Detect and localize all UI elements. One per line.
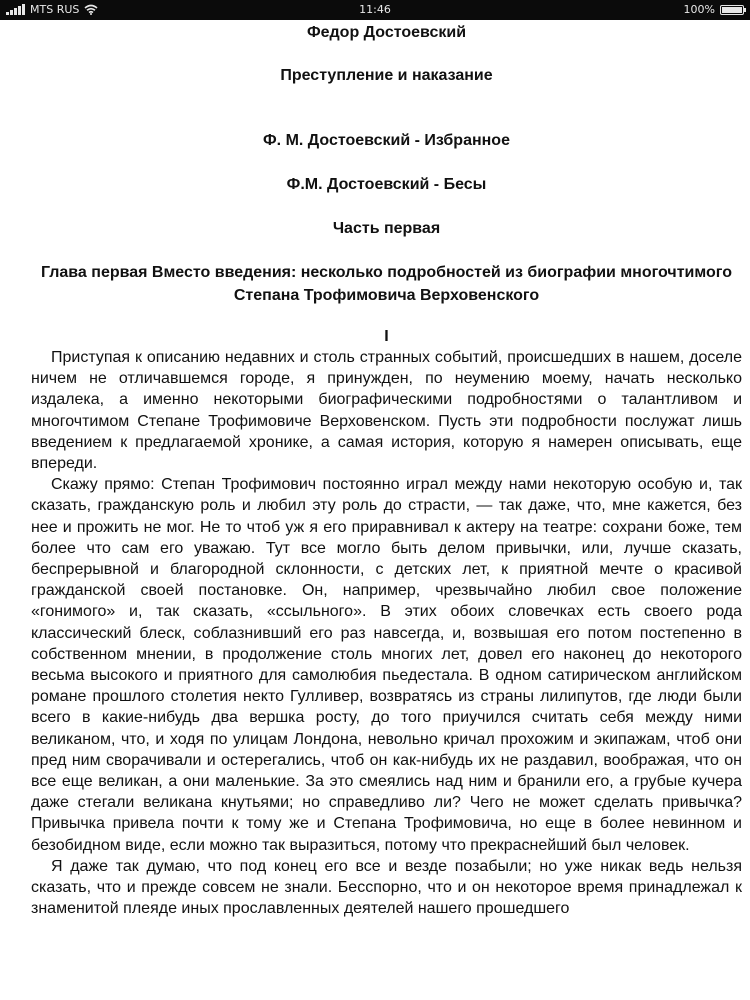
paragraph: Скажу прямо: Степан Трофимович постоянно играл между нами некоторую особую и, так сказать, гражданскую роль и любил эту роль до страсти, — так даже, что, мне кажется, без нее и прожить не мог. Не то чтоб уж я его приравнивал к актеру на театре: сохрани боже, тем более что сам его уважаю. Тут все могло быть делом привычки, или, лучше сказать, беспрерывной и благородной склонности, с детских лет, к приятной мечте о красивой гражданской своей постановке. Он, например, чрезвычайно любил свое положение «гонимого» и, так сказать, «ссыльного». В этих обоих словечках есть своего рода классический блеск, соблазнивший его раз навсегда, и, возвышая его потом постепенно в собственном мнении, в продолжение столь многих лет, довел его наконец до некоторого весьма высокого и приятного для самолюбия пьедестала. В одном сатирическом английском романе прошлого столетия некто Гулливер, возвратясь из страны лилипутов, где люди были всего в какие-нибудь два вершка росту, до того приучился считать себя между ними великаном, что, и ходя по улицам Лондона, невольно кричал прохожим и экипажам, чтоб они пред ним сворачивали и остерегались, чтоб он как-нибудь их не раздавил, воображая, что он все еще великан, а они маленькие. За это смеялись над ним и бранили его, а грубые кучера даже стегали великана кнутьями; но справедливо ли? Чего не может сделать привычка? Привычка привела почти к тому же и Степана Трофимовича, но еще в более невинном и безобидном виде, если можно так выразиться, потому что прекраснейший был человек. [31, 476, 742, 854]
paragraph: Я даже так думаю, что под конец его все и везде позабыли; но уже никак ведь нельзя сказать, что и прежде совсем не знали. Бесспорно, что и он некоторое время принадлежал к знаменитой плеяде иных прославленных деятелей нашего прошедшего [31, 857, 742, 918]
battery-fill [722, 7, 742, 13]
chapter-heading: Глава первая Вместо введения: несколько подробностей из биографии многочтимого Степана Трофимовича Верховенского [40, 264, 733, 304]
battery-percent: 100% [683, 3, 715, 16]
book-page[interactable] [0, 20, 750, 1000]
section-number: I [384, 328, 389, 345]
selection-heading-1: Ф. М. Достоевский - Избранное [263, 132, 510, 149]
status-time: 11:46 [359, 3, 391, 16]
book-title: Преступление и наказание [280, 67, 493, 84]
paragraph: Приступая к описанию недавних и столь странных событий, происшедших в нашем, доселе ничем не отличавшемся городе, я принужден, по неумению моему, начать несколько издалека, а именно некоторыми биографическими подробностями о талантливом и многочтимом Степане Трофимовиче Верховенском. Пусть эти подробности послужат лишь введением к предлагаемой хронике, а самая история, которую я намерен описывать, еще впереди. [31, 349, 742, 473]
part-heading: Часть первая [332, 220, 441, 237]
book-author: Федор Достоевский [306, 24, 467, 41]
battery-icon [720, 5, 744, 15]
carrier-name: MTS RUS [30, 3, 80, 16]
status-bar [0, 0, 750, 20]
status-right [684, 3, 744, 16]
selection-heading-2: Ф.М. Достоевский - Бесы [286, 176, 487, 193]
